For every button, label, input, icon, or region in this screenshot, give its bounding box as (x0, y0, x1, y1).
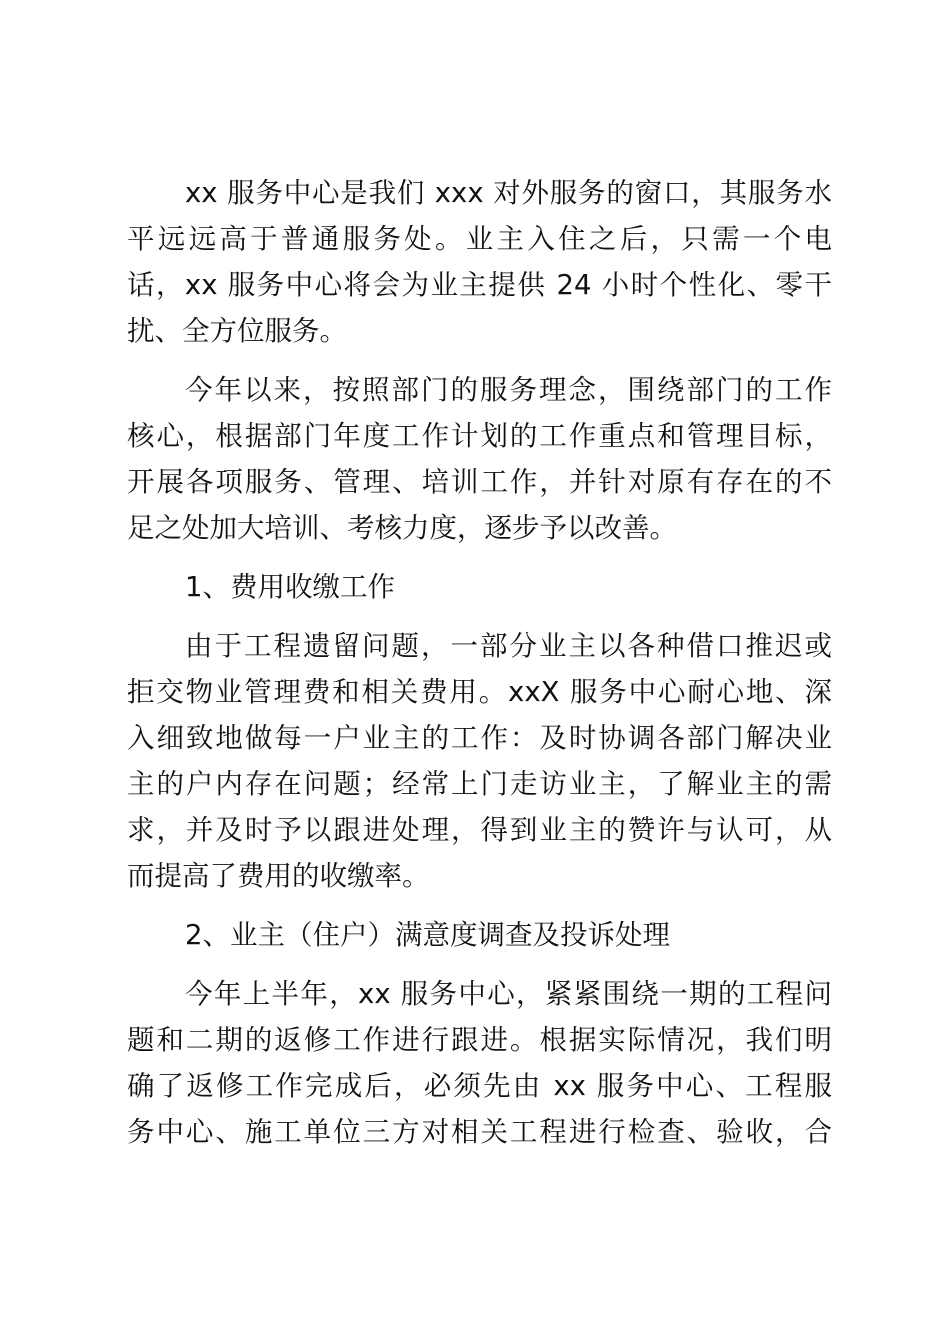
text-line: 平远远高于普通服务处。业主入住之后，只需一个电 (127, 223, 832, 255)
text-line: 话，xx 服务中心将会为业主提供 24 小时个性化、零干 (127, 269, 832, 301)
text-line: 扰、全方位服务。 (127, 315, 347, 347)
text-line: 今年以来，按照部门的服务理念，围绕部门的工作 (185, 374, 832, 406)
section-heading-satisfaction-survey: 2、业主（住户）满意度调查及投诉处理 (185, 919, 670, 951)
text-line: 题和二期的返修工作进行跟进。根据实际情况，我们明 (127, 1024, 832, 1056)
text-line: 足之处加大培训、考核力度，逐步予以改善。 (127, 512, 677, 544)
text-line: 入细致地做每一户业主的工作：及时协调各部门解决业 (127, 722, 832, 754)
document-body (127, 170, 832, 1168)
paragraph-first-half-year (127, 971, 832, 1155)
text-line: 主的户内存在问题；经常上门走访业主，了解业主的需 (127, 768, 832, 800)
paragraph-this-year-overview (127, 367, 832, 551)
paragraph-service-center-intro (127, 170, 832, 354)
text-line: 求，并及时予以跟进处理，得到业主的赞许与认可，从 (127, 814, 832, 846)
text-line: 核心，根据部门年度工作计划的工作重点和管理目标， (127, 420, 832, 452)
section-heading-fee-collection: 1、费用收缴工作 (185, 571, 395, 603)
text-line: 而提高了费用的收缴率。 (127, 860, 430, 892)
text-line: 拒交物业管理费和相关费用。xxX 服务中心耐心地、深 (127, 676, 832, 708)
text-line: 开展各项服务、管理、培训工作，并针对原有存在的不 (127, 466, 832, 498)
text-line: 务中心、施工单位三方对相关工程进行检查、验收，合 (127, 1116, 832, 1148)
text-line: xx 服务中心是我们 xxx 对外服务的窗口，其服务水 (185, 177, 832, 209)
paragraph-fee-collection (127, 623, 832, 899)
text-line: 由于工程遗留问题，一部分业主以各种借口推迟或 (185, 630, 832, 662)
text-line: 今年上半年，xx 服务中心，紧紧围绕一期的工程问 (185, 978, 832, 1010)
text-line: 确了返修工作完成后，必须先由 xx 服务中心、工程服 (127, 1070, 832, 1102)
